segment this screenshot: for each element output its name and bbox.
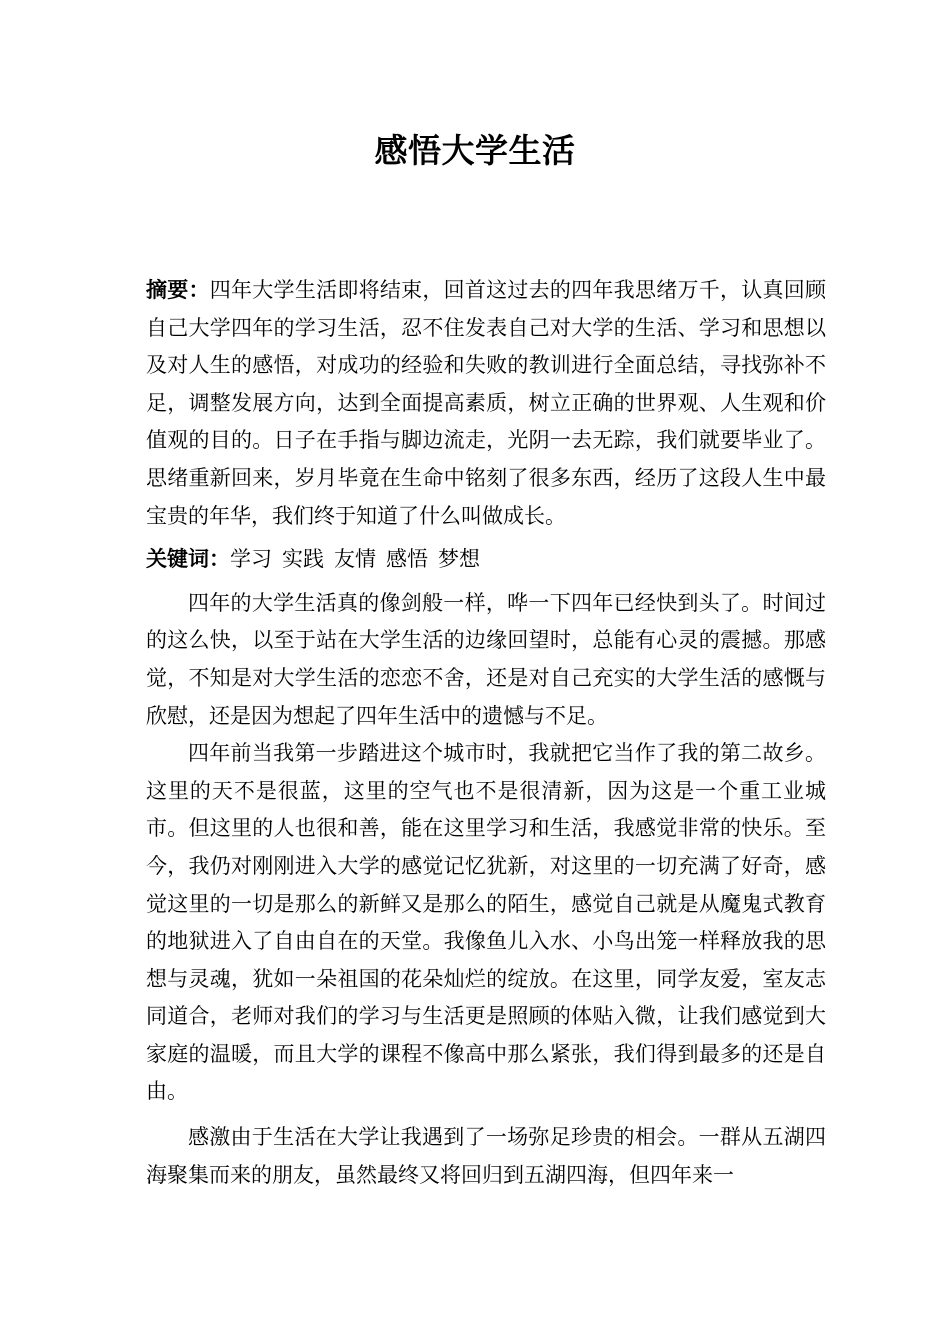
document-title: 感悟大学生活 — [374, 131, 576, 170]
keyword-item: 感悟 — [386, 547, 428, 572]
body-paragraph-2: 四年前当我第一步踏进这个城市时，我就把它当作了我的第二故乡。这里的天不是很蓝，这里的空气也不是很清新，因为这是一个重工业城市。但这里的人也很和善，能在这里学习和生活，我感觉非常的快乐。至今，我仍对刚刚进入大学的感觉记忆犹新，对这里的一切充满了好奇，感觉这里的一切是那么的新鲜又是那么的陌生，感觉自己就是从魔鬼式教育的地狱进入了自由自在的天堂。我像鱼儿入水、小鸟出笼一样释放我的思想与灵魂，犹如一朵祖国的花朵灿烂的绽放。在这里，同学友爱，室友志同道合，老师对我们的学习与生活更是照顾的体贴入微，让我们感觉到大家庭的温暖，而且大学的课程不像高中那么紧张，我们得到最多的还是自由。 — [146, 741, 826, 1104]
body-paragraph-3: 感激由于生活在大学让我遇到了一场弥足珍贵的相会。一群从五湖四海聚集而来的朋友，虽然最终又将回归到五湖四海，但四年来一 — [146, 1125, 826, 1187]
abstract-text: 四年大学生活即将结束，回首这过去的四年我思绪万千，认真回顾自己大学四年的学习生活，忍不住发表自己对大学的生活、学习和思想以及对人生的感悟，对成功的经验和失败的教训进行全面总结，寻找弥补不足，调整发展方向，达到全面提高素质，树立正确的世界观、人生观和价值观的目的。日子在手指与脚边流走，光阴一去无踪，我们就要毕业了。思绪重新回来，岁月毕竟在生命中铭刻了很多东西，经历了这段人生中最宝贵的年华，我们终于知道了什么叫做成长。 — [146, 278, 827, 528]
keyword-item: 友情 — [334, 547, 376, 572]
abstract-paragraph — [146, 272, 826, 535]
keyword-item: 梦想 — [438, 547, 480, 572]
keyword-item: 学习 — [230, 547, 272, 572]
abstract-label: 摘要： — [146, 278, 210, 302]
keywords-line — [146, 541, 826, 579]
body-paragraph-1: 四年的大学生活真的像剑般一样，哗一下四年已经快到头了。时间过的这么快，以至于站在大学生活的边缘回望时，总能有心灵的震撼。那感觉，不知是对大学生活的恋恋不舍，还是对自己充实的大学生活的感慨与欣慰，还是因为想起了四年生活中的遗憾与不足。 — [146, 590, 826, 728]
keywords-label: 关键词： — [146, 547, 230, 572]
document-body — [146, 272, 826, 1194]
keyword-item: 实践 — [282, 547, 324, 572]
